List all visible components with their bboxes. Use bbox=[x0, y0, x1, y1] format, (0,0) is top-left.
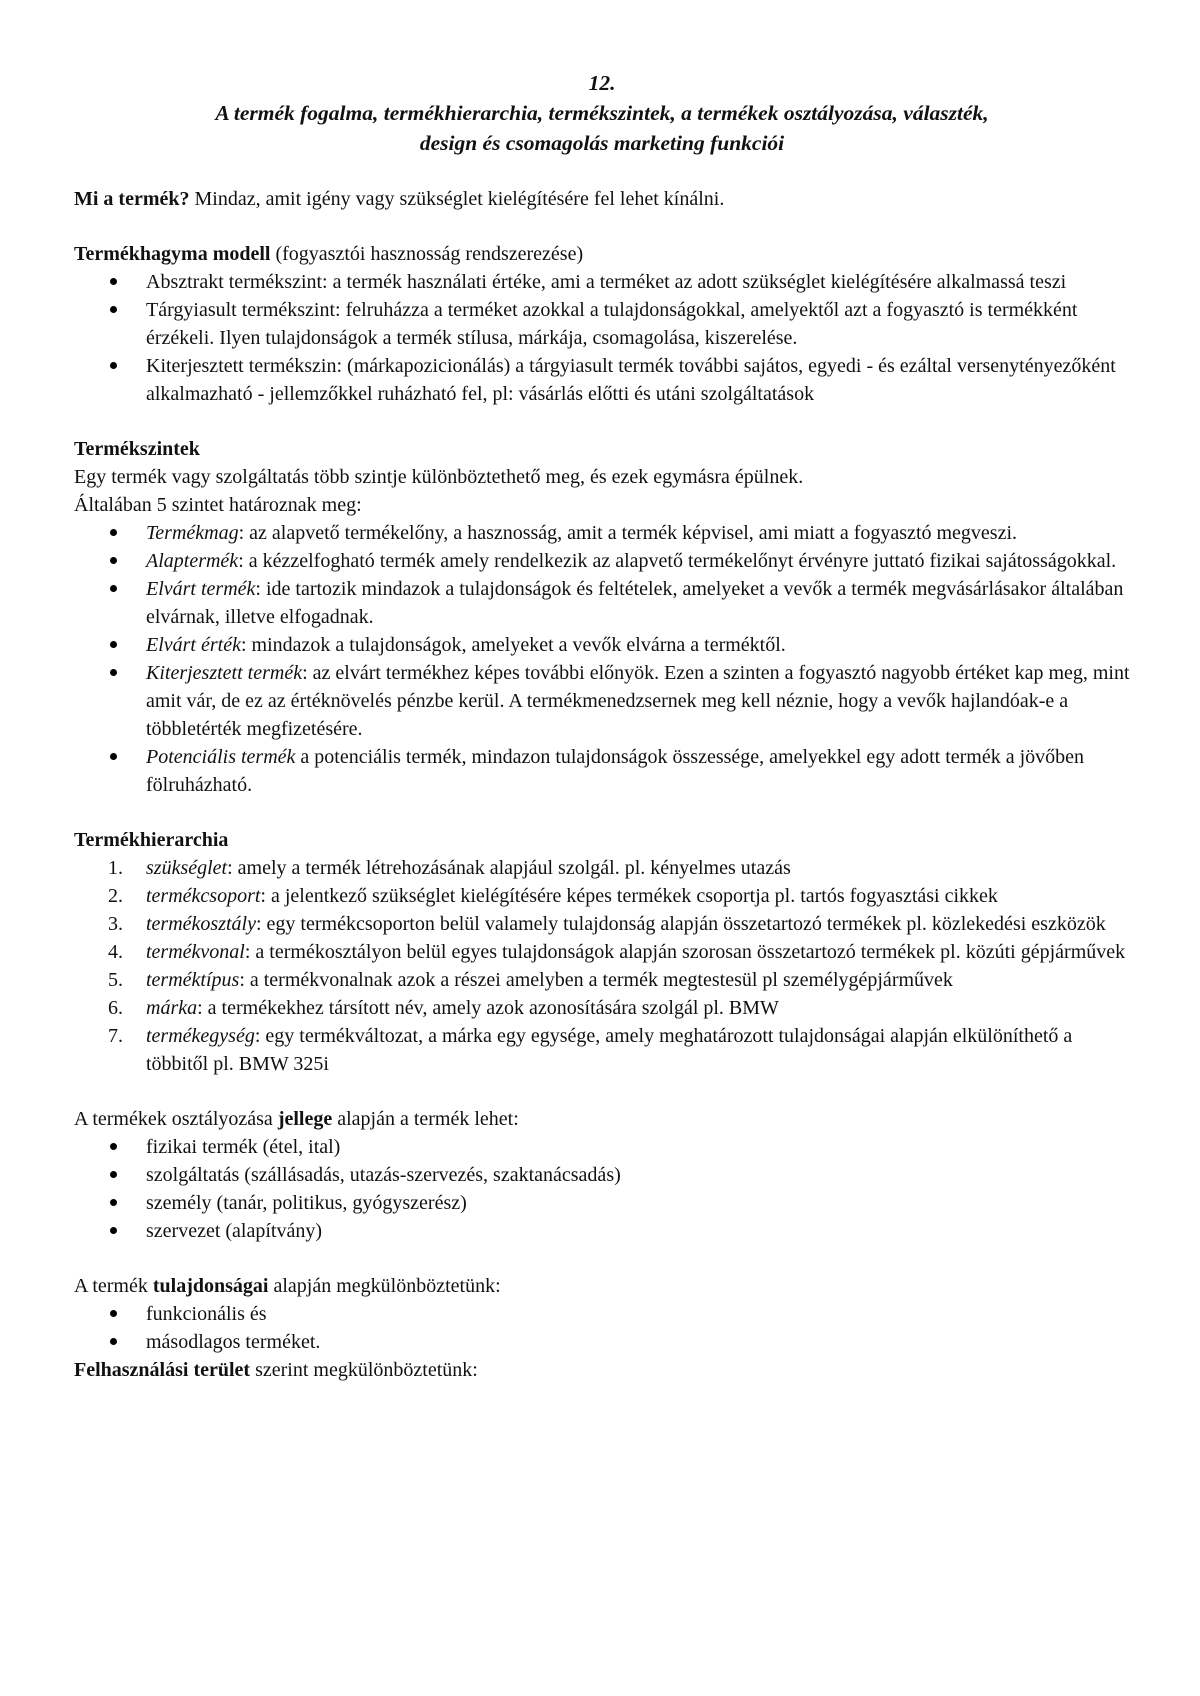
list-item bbox=[74, 966, 1130, 994]
title-line-1: A termék fogalma, termékhierarchia, termékszintek, a termékek osztályozása, választék, bbox=[215, 101, 989, 125]
list-item-text: : a termékvonalnak azok a részei amelyben a termék megtestesül pl személygépjárművek bbox=[239, 969, 953, 991]
levels-list bbox=[74, 519, 1130, 799]
list-item: személy (tanár, politikus, gyógyszerész) bbox=[74, 1189, 1130, 1217]
title-number: 12. bbox=[588, 71, 616, 95]
list-item-text: : az alapvető termékelőny, a hasznosság, amit a termék képvisel, ami miatt a fogyasztó megveszi. bbox=[238, 522, 1018, 544]
list-item-term: termékvonal bbox=[146, 941, 245, 963]
usage-keyword: Felhasználási terület bbox=[74, 1359, 251, 1381]
list-item-term: Kiterjesztett termék bbox=[146, 662, 303, 684]
properties-keyword: tulajdonságai bbox=[152, 1275, 269, 1297]
list-item-term: Alaptermék bbox=[146, 550, 239, 572]
intro-text: Mindaz, amit igény vagy szükséglet kielégítésére fel lehet kínálni. bbox=[189, 188, 725, 210]
nature-post: alapján a termék lehet: bbox=[332, 1108, 519, 1130]
list-item-number: 7. bbox=[108, 1025, 123, 1047]
intro-paragraph bbox=[74, 185, 1130, 213]
list-item bbox=[74, 575, 1130, 631]
nature-keyword: jellege bbox=[277, 1108, 333, 1130]
list-item-term: szükséglet bbox=[146, 857, 228, 879]
list-item-text: : a termékosztályon belül egyes tulajdonságok alapján szorosan összetartozó termékek pl. közúti gépjárművek bbox=[244, 941, 1126, 963]
onion-heading-line bbox=[74, 240, 1130, 268]
list-item-term: Termékmag bbox=[146, 522, 239, 544]
list-item: Kiterjesztett termékszin: (márkapozicionálás) a tárgyiasult termék további sajátos, egyedi - és ezáltal versenytényezőként alkalmazható - jellemzőkkel ruházható fel, pl: vásárlás előtti és utáni szolgáltatások bbox=[74, 352, 1130, 408]
levels-line-2: Általában 5 szintet határoznak meg: bbox=[74, 494, 362, 516]
list-item-number: 4. bbox=[108, 941, 123, 963]
nature-pre: A termékek osztályozása bbox=[74, 1108, 278, 1130]
list-item: Absztrakt termékszint: a termék használati értéke, ami a terméket az adott szükséglet kielégítésére alkalmassá teszi bbox=[74, 268, 1130, 296]
onion-subtitle: (fogyasztói hasznosság rendszerezése) bbox=[270, 243, 584, 265]
list-item-number: 6. bbox=[108, 997, 123, 1019]
list-item: fizikai termék (étel, ital) bbox=[74, 1133, 1130, 1161]
list-item bbox=[74, 994, 1130, 1022]
list-item-term: Elvárt termék bbox=[146, 578, 256, 600]
list-item-text: : az elvárt termékhez képes további előnyök. Ezen a szinten a fogyasztó nagyobb értéket kap meg, mint amit vár, de ez az értéknövelés pénzbe kerül. A termékmenedzsernek meg kell néznie, hogy a vevők hajlandóak-e a többletérték megfizetésére. bbox=[146, 662, 1130, 740]
usage-post: szerint megkülönböztetünk: bbox=[250, 1359, 478, 1381]
list-item bbox=[74, 854, 1130, 882]
list-item-text: : amely a termék létrehozásának alapjául szolgál. pl. kényelmes utazás bbox=[227, 857, 791, 879]
hierarchy-heading: Termékhierarchia bbox=[74, 829, 229, 851]
levels-heading: Termékszintek bbox=[74, 438, 200, 460]
list-item bbox=[74, 1022, 1130, 1078]
list-item: funkcionális és bbox=[74, 1300, 1130, 1328]
list-item: szervezet (alapítvány) bbox=[74, 1217, 1130, 1245]
usage-intro bbox=[74, 1356, 1130, 1384]
list-item bbox=[74, 743, 1130, 799]
list-item-term: terméktípus bbox=[146, 969, 240, 991]
list-item-text: : a kézzelfogható termék amely rendelkezik az alapvető termékelőnyt érvényre juttató fizikai sajátosságokkal. bbox=[238, 550, 1117, 572]
list-item-text: : egy termékcsoporton belül valamely tulajdonság alapján összetartozó termékek pl. közlekedési eszközök bbox=[255, 913, 1106, 935]
list-item bbox=[74, 631, 1130, 659]
properties-list bbox=[74, 1300, 1130, 1356]
list-item: szolgáltatás (szállásadás, utazás-szervezés, szaktanácsadás) bbox=[74, 1161, 1130, 1189]
list-item: másodlagos terméket. bbox=[74, 1328, 1130, 1356]
list-item bbox=[74, 519, 1130, 547]
nature-intro bbox=[74, 1105, 1130, 1133]
onion-list bbox=[74, 268, 1130, 408]
list-item-number: 5. bbox=[108, 969, 123, 991]
list-item-text: : egy termékváltozat, a márka egy egysége, amely meghatározott tulajdonságai alapján elkülöníthető a többitől pl. BMW 325i bbox=[146, 1025, 1073, 1075]
list-item-term: termékcsoport bbox=[146, 885, 261, 907]
list-item-text: : ide tartozik mindazok a tulajdonságok és feltételek, amelyeket a vevők a termék megvásárlásakor általában elvárnak, illetve elfogadnak. bbox=[146, 578, 1124, 628]
properties-pre: A termék bbox=[74, 1275, 153, 1297]
list-item-term: termékegység bbox=[146, 1025, 255, 1047]
document-title bbox=[74, 68, 1130, 158]
list-item-term: Potenciális termék bbox=[146, 746, 296, 768]
list-item-term: Elvárt érték bbox=[146, 634, 241, 656]
properties-intro bbox=[74, 1272, 1130, 1300]
list-item bbox=[74, 910, 1130, 938]
intro-question: Mi a termék? bbox=[74, 188, 190, 210]
list-item-term: termékosztály bbox=[146, 913, 256, 935]
list-item-number: 2. bbox=[108, 885, 123, 907]
hierarchy-list bbox=[74, 854, 1130, 1078]
list-item bbox=[74, 882, 1130, 910]
list-item bbox=[74, 659, 1130, 743]
list-item-number: 1. bbox=[108, 857, 123, 879]
list-item-term: márka bbox=[146, 997, 198, 1019]
list-item bbox=[74, 547, 1130, 575]
onion-heading: Termékhagyma modell bbox=[74, 243, 271, 265]
levels-line-1: Egy termék vagy szolgáltatás több szintje különböztethető meg, és ezek egymásra épülnek. bbox=[74, 466, 804, 488]
list-item-number: 3. bbox=[108, 913, 123, 935]
list-item-text: : mindazok a tulajdonságok, amelyeket a vevők elvárna a terméktől. bbox=[240, 634, 786, 656]
list-item bbox=[74, 938, 1130, 966]
properties-post: alapján megkülönböztetünk: bbox=[268, 1275, 501, 1297]
nature-list bbox=[74, 1133, 1130, 1245]
title-line-2: design és csomagolás marketing funkciói bbox=[419, 131, 785, 155]
list-item-text: : a jelentkező szükséglet kielégítésére képes termékek csoportja pl. tartós fogyasztási cikkek bbox=[260, 885, 998, 907]
list-item-text: a potenciális termék, mindazon tulajdonságok összessége, amelyekkel egy adott termék a jövőben fölruházható. bbox=[146, 746, 1085, 796]
list-item: Tárgyiasult termékszint: felruházza a terméket azokkal a tulajdonságokkal, amelyektől azt a fogyasztó is termékként érzékeli. Ilyen tulajdonságok a termék stílusa, márkája, csomagolása, kiszerelése. bbox=[74, 296, 1130, 352]
list-item-text: : a termékekhez társított név, amely azok azonosítására szolgál pl. BMW bbox=[197, 997, 779, 1019]
